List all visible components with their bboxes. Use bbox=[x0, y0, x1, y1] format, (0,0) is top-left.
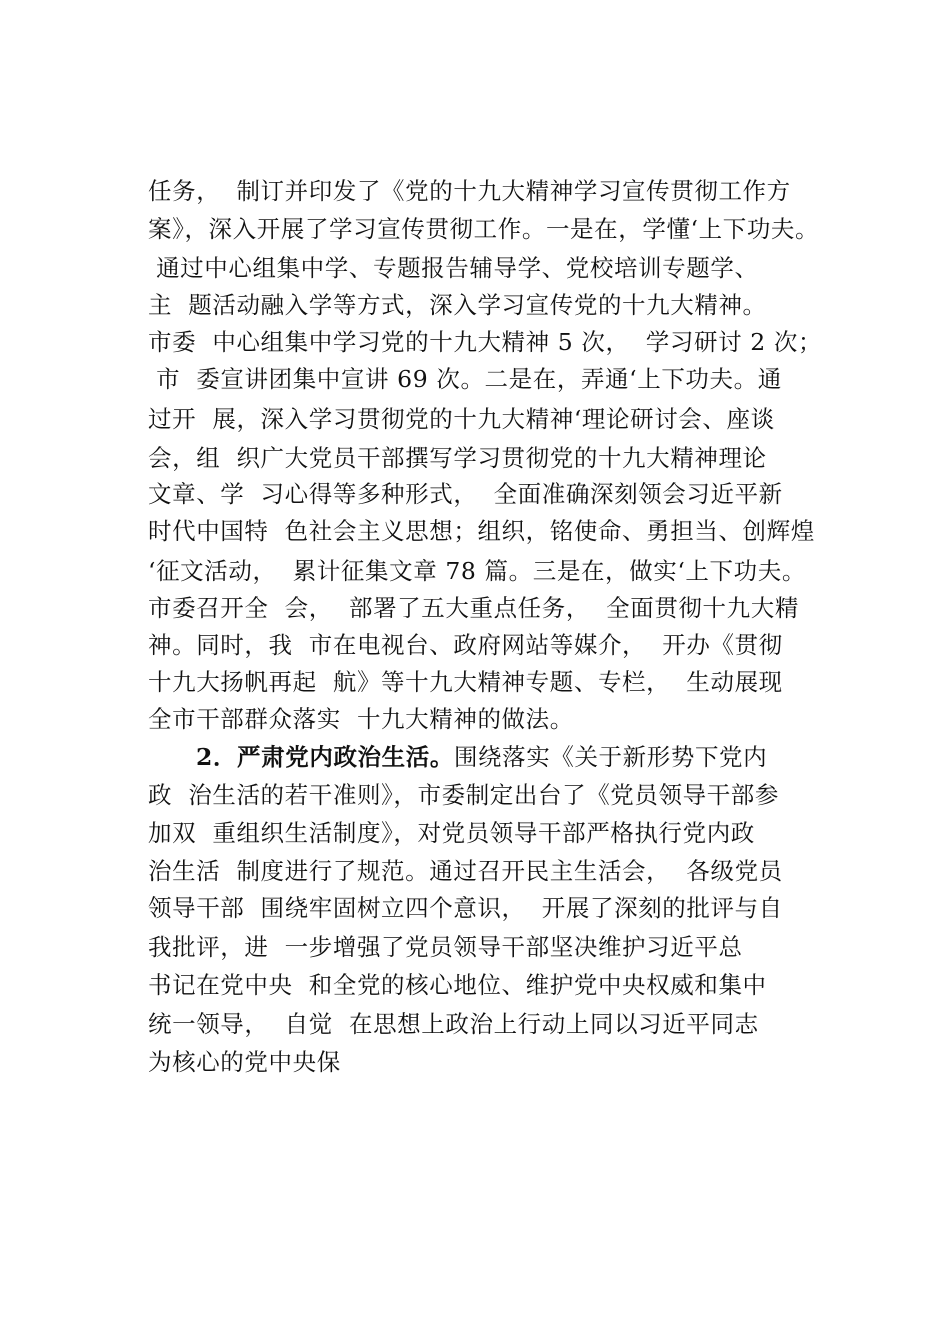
paragraph-line: 书记在党中央 和全党的核心地位、维护党中央权威和集中 bbox=[148, 971, 767, 999]
paragraph-line: 全市干部群众落实 十九大精神的做法。 bbox=[148, 705, 574, 733]
paragraph-line: 神。同时，我 市在电视台、政府网站等媒介， 开办《贯彻 bbox=[148, 631, 783, 659]
paragraph-line: 任务， 制订并印发了《党的十九大精神学习宣传贯彻工作方 bbox=[148, 177, 791, 205]
paragraph-line: ‘征文活动， 累计征集文章 78 篇。三是在，做实‘上下功夫。 bbox=[148, 557, 806, 585]
section-heading: 2．严肃党内政治生活。 bbox=[196, 743, 454, 771]
section-first-line-text: 围绕落实《关于新形势下党内 bbox=[453, 743, 768, 771]
paragraph-line: 我批评，进 一步增强了党员领导干部坚决维护习近平总 bbox=[148, 933, 743, 961]
paragraph-line: 主 题活动融入学等方式，深入学习宣传党的十九大精神。 bbox=[148, 291, 767, 319]
paragraph-line: 政 治生活的若干准则》，市委制定出台了《党员领导干部参 bbox=[148, 781, 779, 809]
section-first-line bbox=[196, 742, 767, 772]
paragraph-line: 统一领导， 自觉 在思想上政治上行动上同以习近平同志 bbox=[148, 1010, 759, 1038]
paragraph-line: 案》，深入开展了学习宣传贯彻工作。一是在，学懂‘上下功夫。 bbox=[148, 215, 820, 243]
paragraph-line: 十九大扬帆再起 航》等十九大精神专题、专栏， 生动展现 bbox=[148, 668, 783, 696]
paragraph-line: 领导干部 围绕牢固树立四个意识， 开展了深刻的批评与自 bbox=[148, 894, 783, 922]
paragraph-line: 过开 展，深入学习贯彻党的十九大精神‘理论研讨会、座谈 bbox=[148, 405, 775, 433]
paragraph-line: 市委召开全 会， 部署了五大重点任务， 全面贯彻十九大精 bbox=[148, 594, 799, 622]
paragraph-line: 文章、学 习心得等多种形式， 全面准确深刻领会习近平新 bbox=[148, 480, 783, 508]
paragraph-line: 市 委宣讲团集中宣讲 69 次。二是在，弄通‘上下功夫。通 bbox=[148, 365, 782, 393]
paragraph-line: 为核心的党中央保 bbox=[148, 1048, 341, 1076]
paragraph-line: 治生活 制度进行了规范。通过召开民主生活会， 各级党员 bbox=[148, 857, 783, 885]
paragraph-line: 通过中心组集中学、专题报告辅导学、党校培训专题学、 bbox=[148, 254, 759, 282]
paragraph-line: 市委 中心组集中学习党的十九大精神 5 次， 学习研讨 2 次； bbox=[148, 328, 823, 356]
paragraph-line: 会，组 织广大党员干部撰写学习贯彻党的十九大精神理论 bbox=[148, 444, 767, 472]
paragraph-line: 加双 重组织生活制度》，对党员领导干部严格执行党内政 bbox=[148, 819, 755, 847]
paragraph-line: 时代中国特 色社会主义思想；组织，铭使命、勇担当、创辉煌 bbox=[148, 517, 815, 545]
